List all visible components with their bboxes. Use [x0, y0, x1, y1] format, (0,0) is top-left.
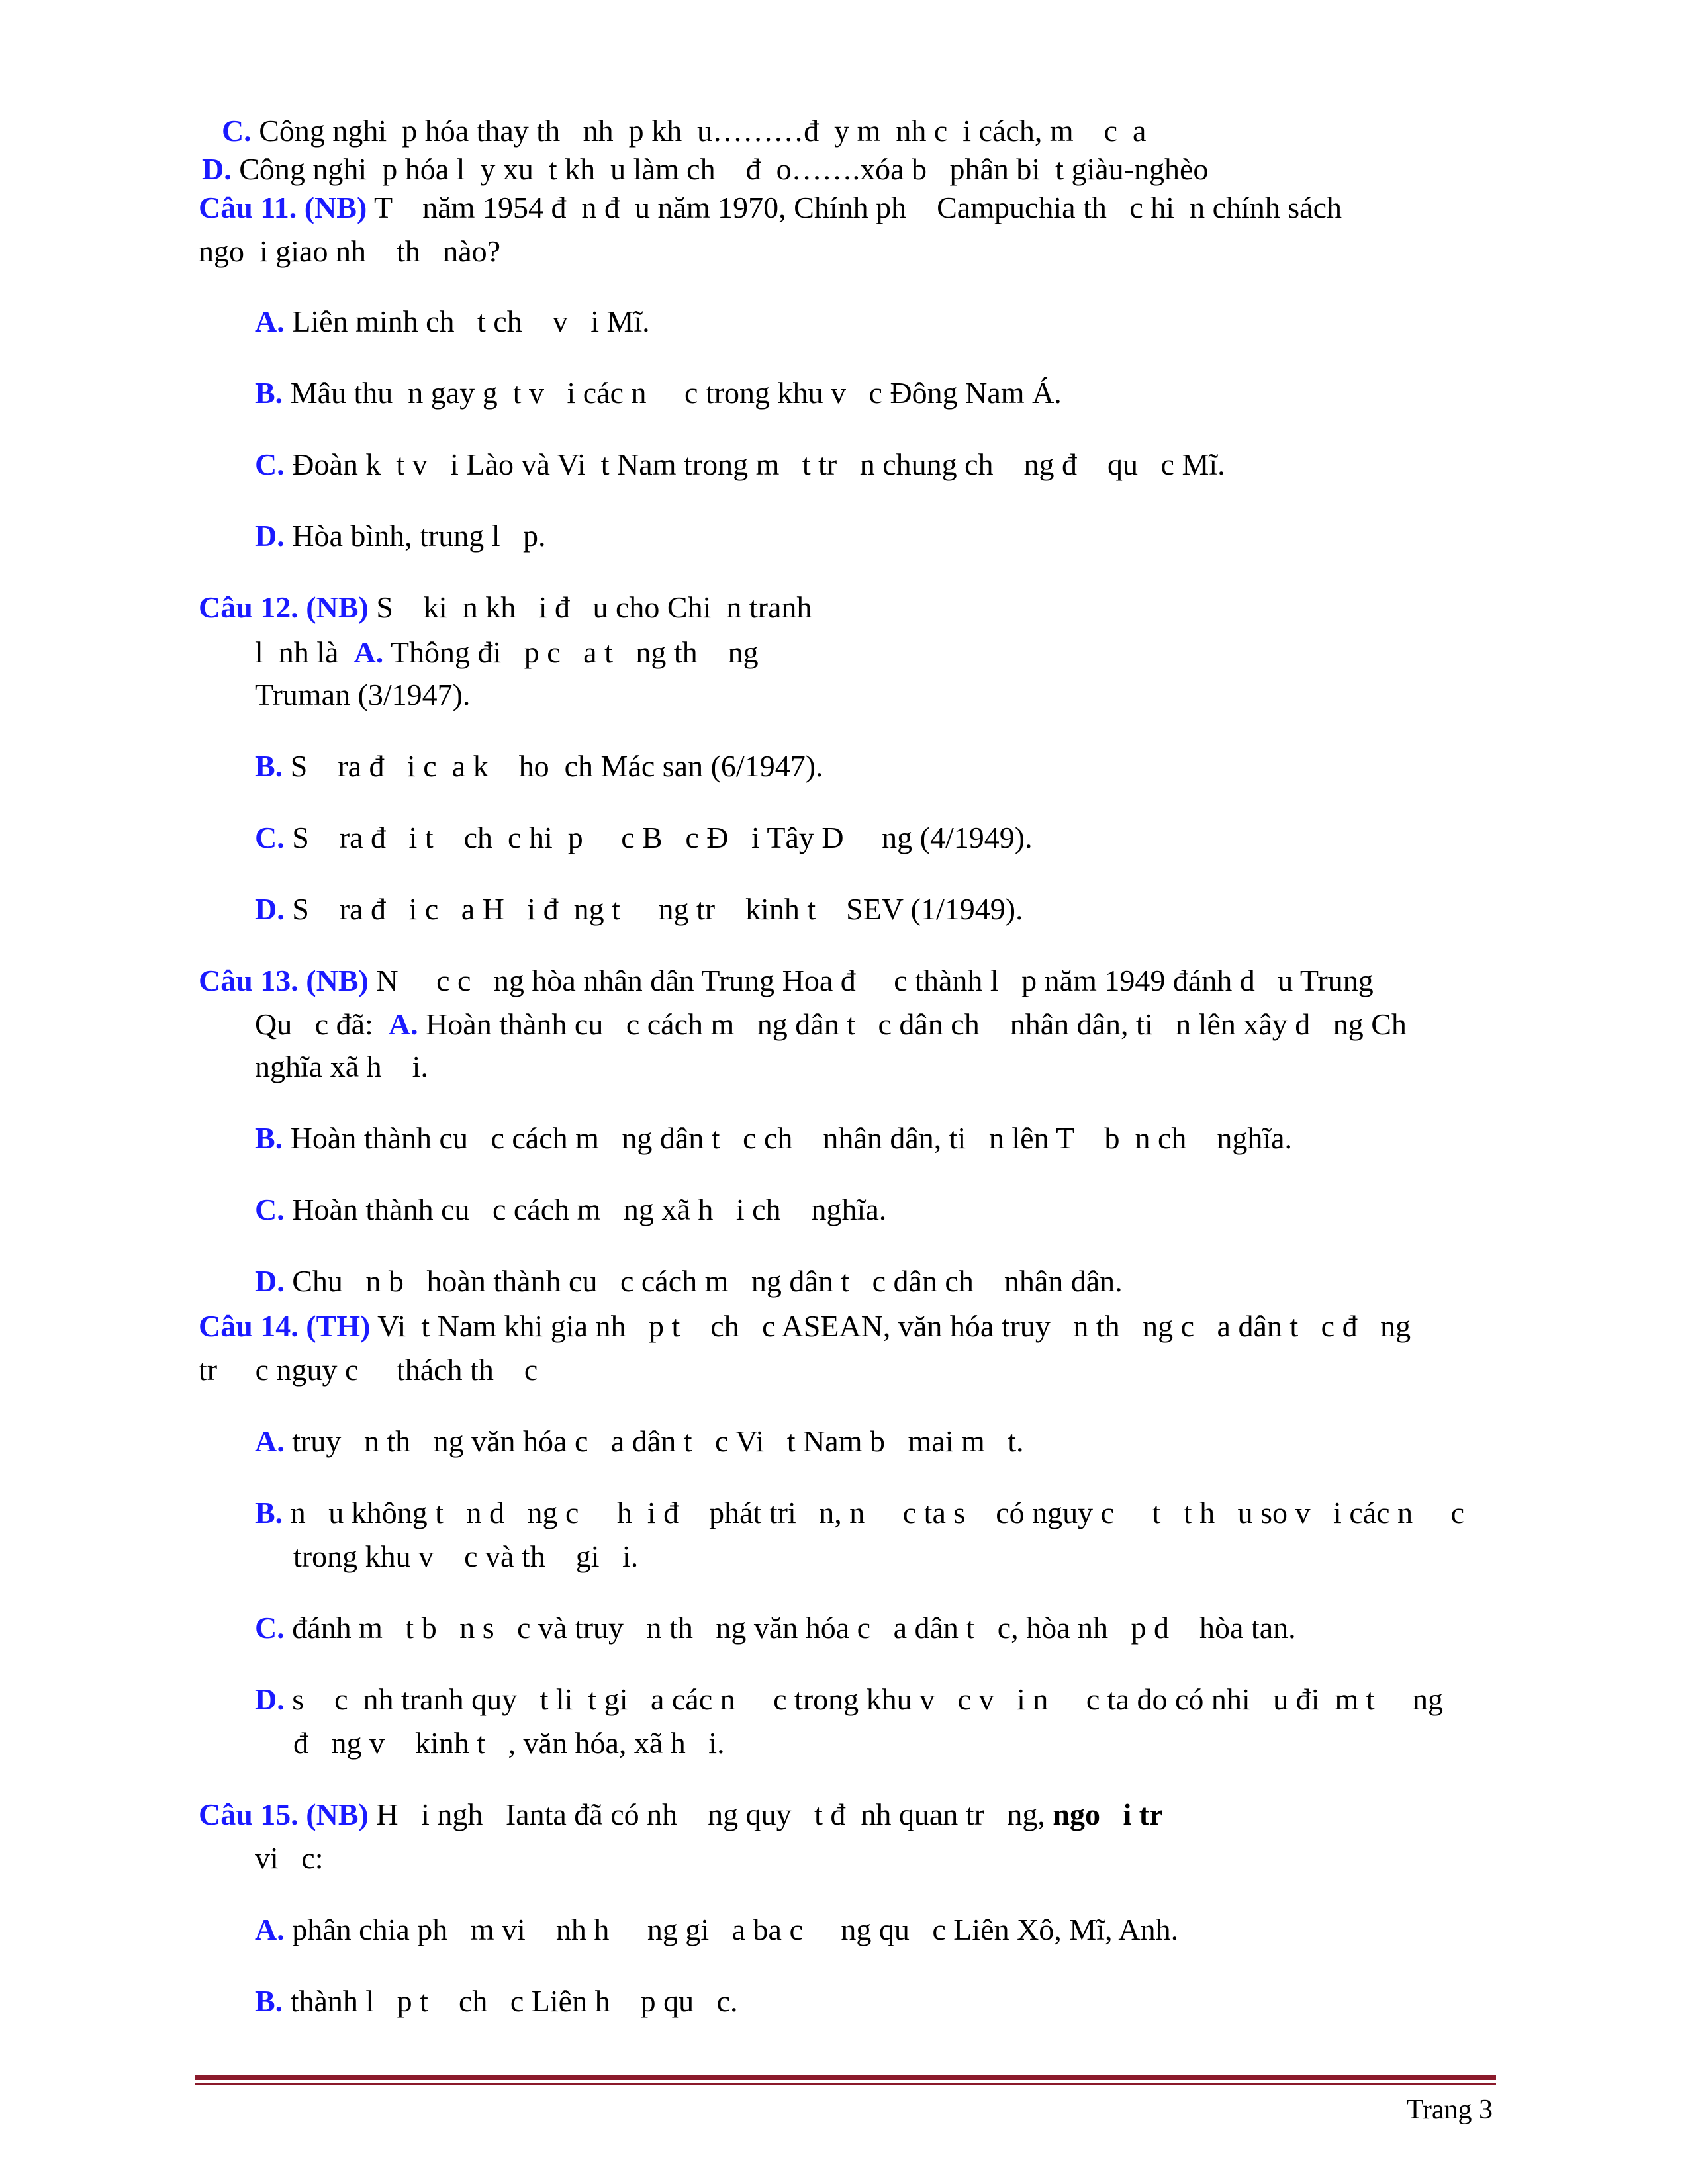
option-label: B. [255, 1984, 283, 2018]
option-label: D. [202, 152, 232, 186]
option-c-line [255, 1190, 886, 1230]
option-label: A. [255, 304, 285, 338]
option-text: Mâu thu n gay g t v i các n c trong khu v c Đông Nam Á. [283, 376, 1062, 410]
option-text: truy n th ng văn hóa c a dân t c Vi t Nam b mai m t. [284, 1424, 1024, 1458]
option-d-line [255, 1261, 1123, 1301]
option-a-cont [255, 675, 470, 715]
option-text: nghĩa xã h i. [255, 1050, 428, 1083]
option-label: A. [353, 635, 384, 669]
option-c-line [255, 818, 1033, 858]
option-text: thành l p t ch c Liên h p qu c. [283, 1984, 738, 2018]
question-label: Câu 11. (NB) [199, 191, 367, 224]
option-label: B. [255, 1496, 283, 1529]
question-label: Câu 13. (NB) [199, 964, 369, 997]
option-text: phân chia ph m vi nh h ng gi a ba c ng qu c Liên Xô, Mĩ, Anh. [284, 1913, 1179, 1946]
question-text: H i ngh Ianta đã có nh ng quy t đ nh quan tr ng, [368, 1797, 1053, 1831]
option-text: trong khu v c và th gi i. [293, 1539, 639, 1573]
question-14 [199, 1306, 1411, 1346]
question-13-cont [255, 1005, 1407, 1044]
option-a-line [255, 1422, 1024, 1461]
question-text: ngo i giao nh th nào? [199, 234, 501, 268]
question-15-cont [255, 1839, 323, 1878]
question-text: Vi t Nam khi gia nh p t ch c ASEAN, văn hóa truy n th ng c a dân t c đ ng [370, 1309, 1411, 1343]
option-d-cont [293, 1723, 725, 1763]
option-d-line [255, 1680, 1443, 1719]
option-label: B. [255, 749, 283, 783]
option-b-line [255, 1981, 738, 2021]
option-label: B. [255, 1121, 283, 1155]
option-label: C. [255, 447, 285, 481]
option-b-line [255, 1118, 1292, 1158]
option-text: S ra đ i c a H i đ ng t ng tr kinh t SEV (1/1949). [284, 892, 1023, 926]
footer-rule-thin [195, 2083, 1496, 2085]
question-12 [199, 588, 812, 627]
option-text: Hoàn thành cu c cách m ng xã h i ch nghĩa. [284, 1193, 887, 1226]
option-text: Hoàn thành cu c cách m ng dân t c dân ch nhân dân, ti n lên xây d ng Ch [418, 1007, 1407, 1041]
option-text: Công nghi p hóa l y xu t kh u làm ch đ o…….xóa b phân bi t giàu-nghèo [231, 152, 1209, 186]
option-label: C. [255, 821, 285, 854]
question-text: l nh là [255, 635, 354, 669]
question-14-cont [199, 1350, 538, 1390]
option-text: Đoàn k t v i Lào và Vi t Nam trong m t tr n chung ch ng đ qu c Mĩ. [284, 447, 1225, 481]
option-label: A. [255, 1913, 285, 1946]
option-label: D. [255, 1682, 285, 1716]
option-label: D. [255, 519, 285, 553]
option-text: n u không t n d ng c h i đ phát tri n, n c ta s có nguy c t t h u so v i các n c [283, 1496, 1465, 1529]
option-text: Hòa bình, trung l p. [284, 519, 546, 553]
question-13 [199, 961, 1374, 1001]
option-b-line [255, 747, 823, 786]
question-emphasis: ngo i tr [1053, 1797, 1163, 1831]
footer-rule-thick [195, 2075, 1496, 2080]
question-text: tr c nguy c thách th c [199, 1353, 538, 1387]
option-text: Công nghi p hóa thay th nh p kh u………đ y m nh c i cách, m c a [251, 114, 1147, 148]
option-text: Thông đi p c a t ng th ng [383, 635, 759, 669]
option-label: B. [255, 376, 283, 410]
option-label: D. [255, 1264, 285, 1298]
option-label: D. [255, 892, 285, 926]
question-text: vi c: [255, 1841, 324, 1875]
question-label: Câu 14. (TH) [199, 1309, 371, 1343]
question-label: Câu 15. (NB) [199, 1797, 369, 1831]
option-b-cont [293, 1537, 638, 1576]
option-a-line [255, 302, 650, 341]
question-text: Qu c đã: [255, 1007, 389, 1041]
option-text: S ra đ i t ch c hi p c B c Đ i Tây D ng (4/1949). [284, 821, 1033, 854]
question-text: T năm 1954 đ n đ u năm 1970, Chính ph Campuchia th c hi n chính sách [367, 191, 1342, 224]
question-label: Câu 12. (NB) [199, 590, 369, 624]
option-b-line [255, 1493, 1464, 1533]
option-d-line [255, 889, 1023, 929]
page-number: Trang 3 [1406, 2095, 1493, 2125]
option-label: A. [255, 1424, 285, 1458]
option-label: C. [255, 1193, 285, 1226]
option-text: Chu n b hoàn thành cu c cách m ng dân t c dân ch nhân dân. [284, 1264, 1123, 1298]
option-label: C. [222, 114, 252, 148]
option-text: S ra đ i c a k ho ch Mác san (6/1947). [283, 749, 823, 783]
option-text: đánh m t b n s c và truy n th ng văn hóa c a dân t c, hòa nh p d hòa tan. [284, 1611, 1296, 1645]
option-c-line [255, 1608, 1296, 1648]
option-label: C. [255, 1611, 285, 1645]
question-15 [199, 1795, 1163, 1835]
option-a-cont [255, 1047, 428, 1087]
question-text: N c c ng hòa nhân dân Trung Hoa đ c thành l p năm 1949 đánh d u Trung [368, 964, 1374, 997]
question-11 [199, 188, 1342, 228]
option-d-line [202, 150, 1208, 189]
option-text: s c nh tranh quy t li t gi a các n c trong khu v c v i n c ta do có nhi u đi m t ng [284, 1682, 1444, 1716]
question-text: S ki n kh i đ u cho Chi n tranh [368, 590, 812, 624]
option-b-line [255, 373, 1062, 413]
option-label: A. [388, 1007, 418, 1041]
option-text: đ ng v kinh t , văn hóa, xã h i. [293, 1726, 725, 1760]
option-a-line [255, 1910, 1178, 1950]
option-c-line [255, 445, 1225, 484]
question-12-cont [255, 633, 759, 672]
option-text: Truman (3/1947). [255, 678, 471, 711]
question-11-cont [199, 232, 500, 271]
option-text: Hoàn thành cu c cách m ng dân t c ch nhân dân, ti n lên T b n ch nghĩa. [283, 1121, 1293, 1155]
option-text: Liên minh ch t ch v i Mĩ. [284, 304, 650, 338]
option-d-line [255, 516, 546, 556]
option-c-line [222, 111, 1146, 151]
